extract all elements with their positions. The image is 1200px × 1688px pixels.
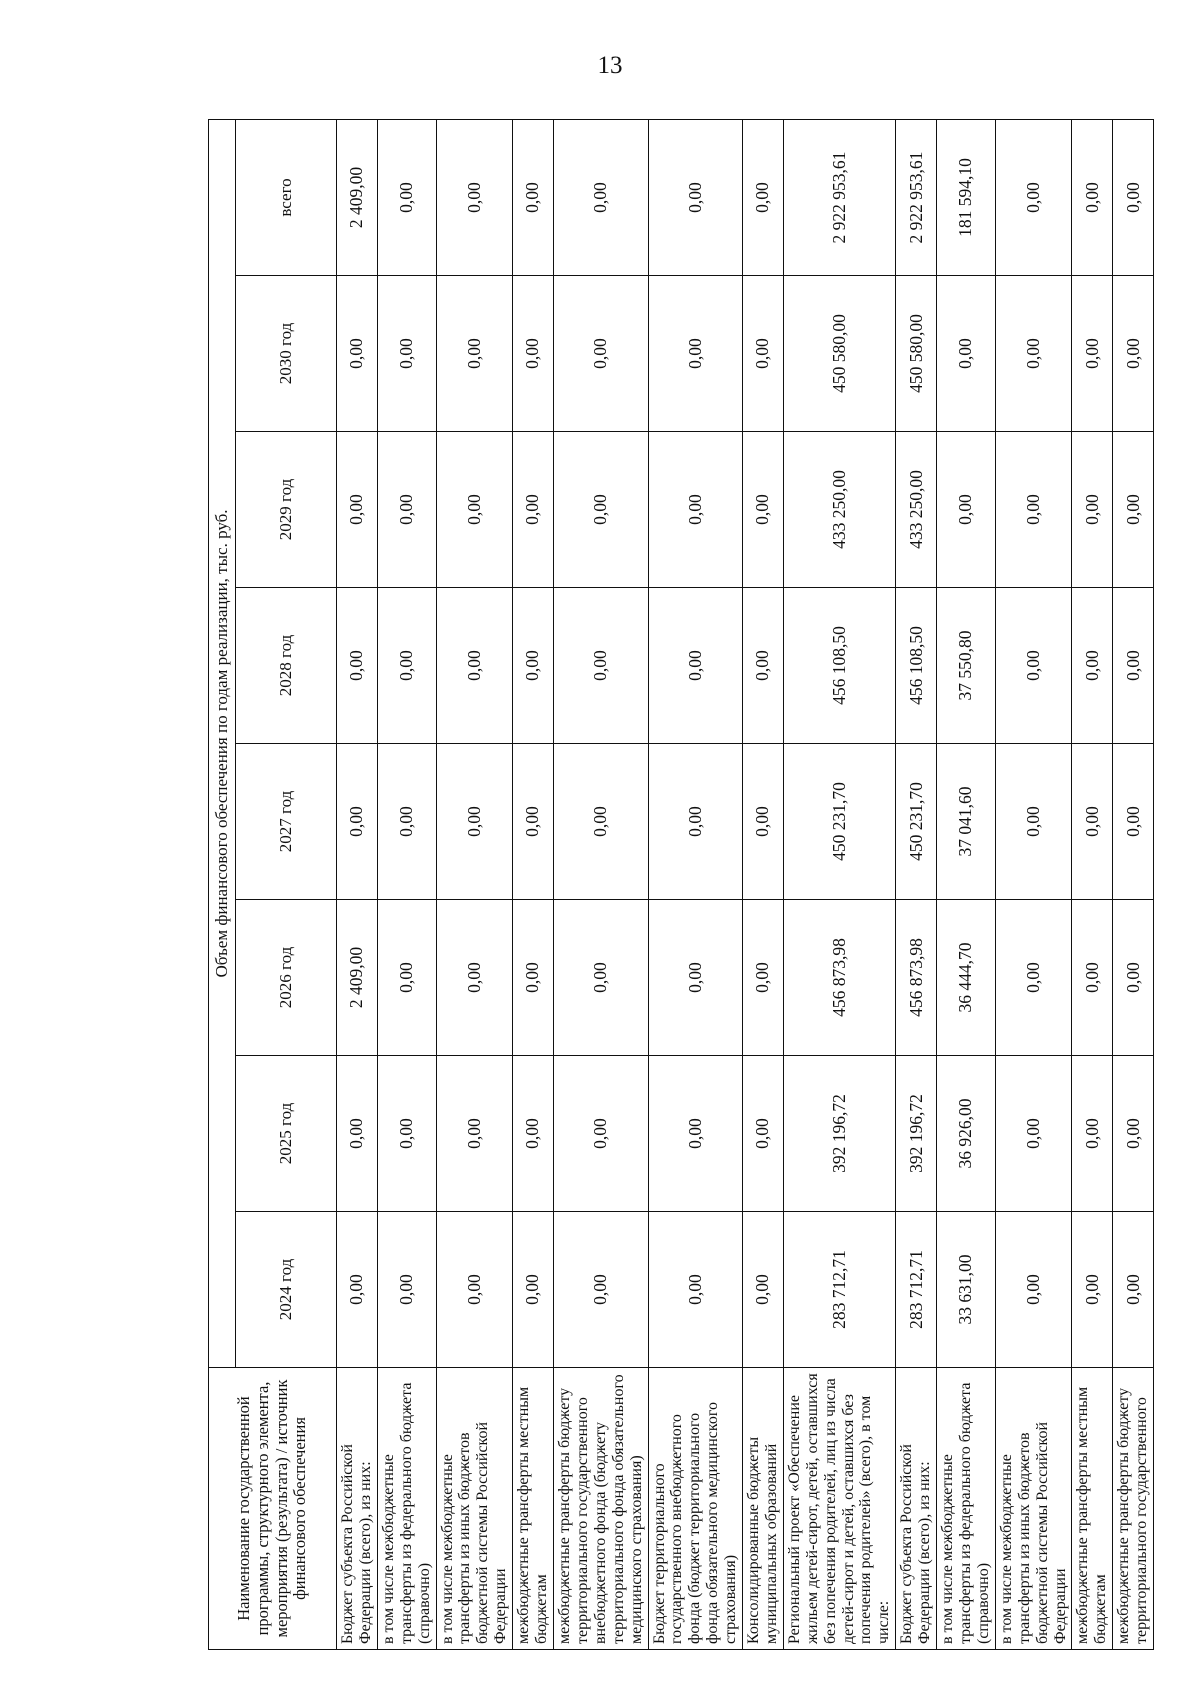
row-year-value: 0,00	[337, 1212, 378, 1368]
column-header-year: 2028 год	[236, 588, 337, 744]
row-year-value: 0,00	[995, 276, 1072, 432]
row-total-value: 0,00	[648, 119, 743, 275]
row-year-value: 0,00	[1072, 900, 1113, 1056]
column-header-name: Наименование государственной программы, структурного элемента, мероприятия (результата) / источник финансового обеспечения	[209, 1368, 337, 1650]
row-total-value: 181 594,10	[937, 119, 996, 275]
row-year-value: 0,00	[436, 744, 513, 900]
table-row	[513, 119, 554, 1649]
row-year-value: 36 444,70	[937, 900, 996, 1056]
row-year-value: 0,00	[337, 1056, 378, 1212]
column-header-group: Объем финансового обеспечения по годам реализации, тыс. руб.	[209, 119, 236, 1367]
row-total-value: 0,00	[1113, 119, 1154, 275]
row-year-value: 0,00	[995, 432, 1072, 588]
row-year-value: 0,00	[513, 276, 554, 432]
row-year-value: 0,00	[377, 276, 436, 432]
table-row	[743, 119, 784, 1649]
row-year-value: 0,00	[1072, 432, 1113, 588]
row-year-value: 0,00	[743, 588, 784, 744]
table-row	[648, 119, 743, 1649]
row-total-value: 0,00	[553, 119, 648, 275]
row-year-value: 0,00	[937, 432, 996, 588]
row-year-value: 0,00	[377, 432, 436, 588]
row-year-value: 0,00	[553, 900, 648, 1056]
row-year-value: 0,00	[553, 432, 648, 588]
row-year-value: 36 926,00	[937, 1056, 996, 1212]
row-year-value: 433 250,00	[896, 432, 937, 588]
row-total-value: 0,00	[513, 119, 554, 275]
row-year-value: 37 550,80	[937, 588, 996, 744]
row-label: межбюджетные трансферты бюджету территориального государственного внебюджетного фонда (бюджету территориального фонда обязательного медицинского страхования)	[553, 1368, 648, 1650]
row-year-value: 33 631,00	[937, 1212, 996, 1368]
row-year-value: 0,00	[377, 1212, 436, 1368]
row-year-value: 0,00	[513, 1056, 554, 1212]
row-year-value: 0,00	[377, 744, 436, 900]
row-year-value: 456 873,98	[896, 900, 937, 1056]
row-year-value: 0,00	[995, 900, 1072, 1056]
row-year-value: 0,00	[337, 744, 378, 900]
row-year-value: 283 712,71	[896, 1212, 937, 1368]
row-year-value: 433 250,00	[783, 432, 895, 588]
rotated-table-container	[208, 120, 1151, 1650]
row-year-value: 0,00	[1113, 432, 1154, 588]
table-row	[1113, 119, 1154, 1649]
row-year-value: 0,00	[436, 1212, 513, 1368]
table-row	[1072, 119, 1113, 1649]
row-label: в том числе межбюджетные трансферты из иных бюджетов бюджетной системы Российской Федерации	[436, 1368, 513, 1650]
row-year-value: 0,00	[1072, 1212, 1113, 1368]
column-header-year: 2030 год	[236, 276, 337, 432]
table-body	[337, 119, 1154, 1649]
row-total-value: 0,00	[995, 119, 1072, 275]
row-label: в том числе межбюджетные трансферты из иных бюджетов бюджетной системы Российской Федерации	[995, 1368, 1072, 1650]
row-label: Бюджет субъекта Российской Федерации (всего), из них:	[337, 1368, 378, 1650]
row-year-value: 0,00	[1113, 588, 1154, 744]
row-year-value: 0,00	[337, 588, 378, 744]
row-year-value: 0,00	[1113, 900, 1154, 1056]
row-year-value: 0,00	[513, 588, 554, 744]
row-total-value: 2 409,00	[337, 119, 378, 275]
row-year-value: 0,00	[436, 432, 513, 588]
row-year-value: 0,00	[553, 276, 648, 432]
row-year-value: 456 108,50	[783, 588, 895, 744]
row-year-value: 456 873,98	[783, 900, 895, 1056]
row-total-value: 0,00	[743, 119, 784, 275]
row-year-value: 0,00	[337, 432, 378, 588]
row-year-value: 0,00	[513, 900, 554, 1056]
row-year-value: 0,00	[743, 432, 784, 588]
row-year-value: 450 580,00	[783, 276, 895, 432]
table-row	[783, 119, 895, 1649]
row-year-value: 456 108,50	[896, 588, 937, 744]
row-label: Региональный проект «Обеспечение жильем детей-сирот, детей, оставшихся без попечения родителей, лиц из числа детей-сирот и детей, оставшихся без попечения родителей» (всего), в том числе:	[783, 1368, 895, 1650]
table-row	[377, 119, 436, 1649]
header-row-group	[209, 119, 236, 1649]
column-header-year: 2026 год	[236, 900, 337, 1056]
row-year-value: 0,00	[995, 588, 1072, 744]
table-row	[553, 119, 648, 1649]
row-year-value: 2 409,00	[337, 900, 378, 1056]
table-row	[995, 119, 1072, 1649]
row-year-value: 0,00	[377, 1056, 436, 1212]
row-year-value: 0,00	[743, 1212, 784, 1368]
table-row	[436, 119, 513, 1649]
row-year-value: 0,00	[553, 588, 648, 744]
row-year-value: 0,00	[1072, 588, 1113, 744]
row-year-value: 392 196,72	[896, 1056, 937, 1212]
row-label: в том числе межбюджетные трансферты из федерального бюджета (справочно)	[937, 1368, 996, 1650]
page-number: 13	[597, 52, 623, 79]
row-year-value: 0,00	[1113, 1212, 1154, 1368]
row-year-value: 0,00	[743, 744, 784, 900]
row-year-value: 0,00	[743, 900, 784, 1056]
row-total-value: 2 922 953,61	[896, 119, 937, 275]
row-year-value: 0,00	[377, 588, 436, 744]
table-row	[937, 119, 996, 1649]
table-row	[896, 119, 937, 1649]
row-year-value: 0,00	[1072, 1056, 1113, 1212]
row-year-value: 0,00	[1072, 744, 1113, 900]
row-label: в том числе межбюджетные трансферты из федерального бюджета (справочно)	[377, 1368, 436, 1650]
row-year-value: 0,00	[513, 432, 554, 588]
row-label: Бюджет субъекта Российской Федерации (всего), из них:	[896, 1368, 937, 1650]
column-header-year: 2027 год	[236, 744, 337, 900]
row-year-value: 0,00	[436, 1056, 513, 1212]
row-label: Бюджет территориального государственного внебюджетного фонда (бюджет территориального фонда обязательного медицинского страхования)	[648, 1368, 743, 1650]
row-year-value: 0,00	[648, 276, 743, 432]
row-year-value: 0,00	[436, 900, 513, 1056]
row-year-value: 0,00	[648, 744, 743, 900]
row-total-value: 2 922 953,61	[783, 119, 895, 275]
row-year-value: 0,00	[648, 588, 743, 744]
row-year-value: 37 041,60	[937, 744, 996, 900]
row-year-value: 450 231,70	[783, 744, 895, 900]
row-year-value: 0,00	[995, 1212, 1072, 1368]
row-year-value: 0,00	[648, 1056, 743, 1212]
row-year-value: 0,00	[995, 1056, 1072, 1212]
row-year-value: 0,00	[648, 900, 743, 1056]
column-header-total: всего	[236, 119, 337, 275]
row-total-value: 0,00	[436, 119, 513, 275]
row-year-value: 0,00	[995, 744, 1072, 900]
row-label: межбюджетные трансферты бюджету территориального государственного	[1113, 1368, 1154, 1650]
row-year-value: 0,00	[743, 276, 784, 432]
row-year-value: 0,00	[553, 1212, 648, 1368]
row-year-value: 0,00	[1113, 744, 1154, 900]
row-label: межбюджетные трансферты местным бюджетам	[513, 1368, 554, 1650]
row-year-value: 0,00	[436, 276, 513, 432]
row-year-value: 0,00	[337, 276, 378, 432]
table-header	[209, 119, 337, 1649]
row-year-value: 0,00	[1113, 276, 1154, 432]
row-year-value: 450 231,70	[896, 744, 937, 900]
row-year-value: 0,00	[553, 1056, 648, 1212]
row-year-value: 0,00	[513, 1212, 554, 1368]
row-year-value: 0,00	[377, 900, 436, 1056]
financing-table	[208, 119, 1154, 1650]
row-year-value: 0,00	[743, 1056, 784, 1212]
row-year-value: 0,00	[648, 432, 743, 588]
row-year-value: 0,00	[937, 276, 996, 432]
row-year-value: 392 196,72	[783, 1056, 895, 1212]
row-year-value: 0,00	[648, 1212, 743, 1368]
column-header-year: 2029 год	[236, 432, 337, 588]
table-row	[337, 119, 378, 1649]
row-year-value: 0,00	[1113, 1056, 1154, 1212]
row-year-value: 0,00	[436, 588, 513, 744]
row-year-value: 0,00	[553, 744, 648, 900]
row-year-value: 450 580,00	[896, 276, 937, 432]
row-label: Консолидированные бюджеты муниципальных образований	[743, 1368, 784, 1650]
row-total-value: 0,00	[1072, 119, 1113, 275]
row-label: межбюджетные трансферты местным бюджетам	[1072, 1368, 1113, 1650]
row-total-value: 0,00	[377, 119, 436, 275]
row-year-value: 0,00	[1072, 276, 1113, 432]
row-year-value: 283 712,71	[783, 1212, 895, 1368]
row-year-value: 0,00	[513, 744, 554, 900]
column-header-year: 2025 год	[236, 1056, 337, 1212]
column-header-year: 2024 год	[236, 1212, 337, 1368]
